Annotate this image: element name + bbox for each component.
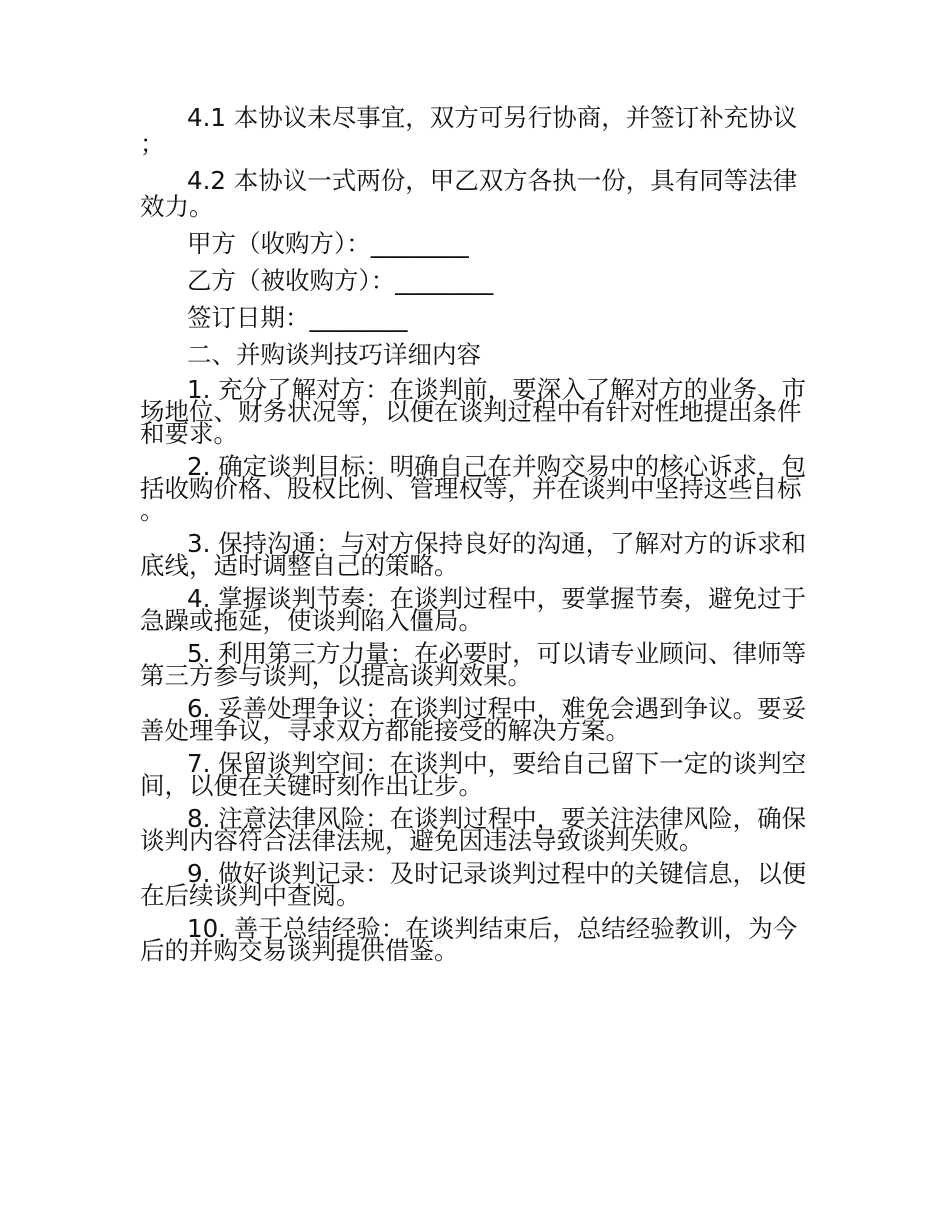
party-a-signature-line: 甲方（收购方）：________ (187, 229, 469, 258)
tip-7: 7. 保留谈判空间：在谈判中，要给自己留下一定的谈判空间，以便在关键时刻作出让步。 (140, 749, 807, 800)
tip-5: 5. 利用第三方力量：在必要时，可以请专业顾问、律师等第三方参与谈判，以提高谈判效果。 (140, 639, 807, 690)
tip-8: 8. 注意法律风险：在谈判过程中，要关注法律风险，确保谈判内容符合法律法规，避免因违法导致谈判失败。 (140, 804, 807, 855)
tip-9: 9. 做好谈判记录：及时记录谈判过程中的关键信息，以便在后续谈判中查阅。 (140, 859, 807, 910)
clause-4-2: 4.2 本协议一式两份，甲乙双方各执一份，具有同等法律效力。 (140, 166, 798, 221)
tip-1: 1. 充分了解对方：在谈判前，要深入了解对方的业务、市场地位、财务状况等，以便在谈判过程中有针对性地提出条件和要求。 (140, 375, 807, 448)
signing-date-line: 签订日期：________ (187, 303, 408, 332)
tip-3: 3. 保持沟通：与对方保持良好的沟通，了解对方的诉求和底线，适时调整自己的策略。 (140, 529, 807, 580)
tip-6: 6. 妥善处理争议：在谈判过程中，难免会遇到争议。要妥善处理争议，寻求双方都能接受的解决方案。 (140, 694, 807, 745)
section-heading: 二、并购谈判技巧详细内容 (187, 340, 481, 369)
clause-4-1: 4.1 本协议未尽事宜，双方可另行协商，并签订补充协议； (140, 103, 798, 158)
party-b-signature-line: 乙方（被收购方）：________ (187, 266, 494, 295)
tip-4: 4. 掌握谈判节奏：在谈判过程中，要掌握节奏，避免过于急躁或拖延，使谈判陷入僵局。 (140, 584, 807, 635)
document-body (140, 105, 812, 973)
tip-10: 10. 善于总结经验：在谈判结束后，总结经验教训，为今后的并购交易谈判提供借鉴。 (140, 914, 798, 965)
tip-2: 2. 确定谈判目标：明确自己在并购交易中的核心诉求，包括收购价格、股权比例、管理权等，并在谈判中坚持这些目标。 (140, 452, 807, 525)
